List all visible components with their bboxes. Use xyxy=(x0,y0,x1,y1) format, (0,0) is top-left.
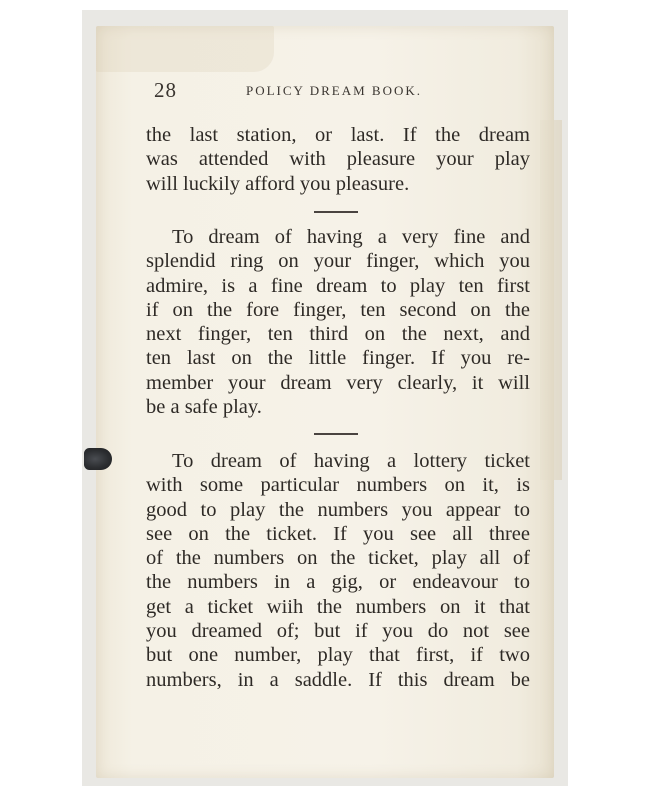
text-line: good to play the numbers you appear to xyxy=(146,498,530,521)
text-line: will luckily afford you pleasure. xyxy=(146,172,410,195)
text-line: but one number, play that first, if two xyxy=(146,644,530,667)
text-line: was attended with pleasure your play xyxy=(146,148,530,171)
text-line: numbers, in a saddle. If this dream be xyxy=(146,668,530,691)
text-line: next finger, ten third on the next, and xyxy=(146,323,530,346)
text-line: of the numbers on the ticket, play all of xyxy=(146,547,530,570)
text-line: To dream of having a lottery ticket xyxy=(172,450,530,472)
paragraph-ring-dream xyxy=(146,225,530,419)
section-rule xyxy=(314,211,358,213)
page-number: 28 xyxy=(154,78,177,102)
text-line: get a ticket wiih the numbers on it that xyxy=(146,595,530,618)
text-line: if on the fore finger, ten second on the xyxy=(146,298,530,321)
text-line: you dreamed of; but if you do not see xyxy=(146,620,530,643)
page-stain xyxy=(96,26,274,72)
paragraph-lottery-dream xyxy=(146,449,530,692)
text-line: the numbers in a gig, or endeavour to xyxy=(146,571,530,594)
text-line: To dream of having a very fine and xyxy=(172,226,530,248)
binding-clip xyxy=(84,448,112,470)
text-line: be a safe play. xyxy=(146,396,262,419)
text-line: with some particular numbers on it, is xyxy=(146,474,530,497)
text-line: see on the ticket. If you see all three xyxy=(146,522,530,545)
section-rule xyxy=(314,433,358,435)
facing-page-edge xyxy=(540,120,562,480)
text-line: admire, is a fine dream to play ten first xyxy=(146,274,530,297)
text-line: splendid ring on your finger, which you xyxy=(146,250,530,273)
text-line: the last station, or last. If the dream xyxy=(146,124,530,146)
running-title: POLICY DREAM BOOK. xyxy=(246,83,422,98)
running-head xyxy=(154,78,534,102)
text-line: member your dream very clearly, it will xyxy=(146,371,530,394)
text-line: ten last on the little finger. If you re- xyxy=(146,347,530,370)
paragraph-continuation xyxy=(146,123,530,196)
